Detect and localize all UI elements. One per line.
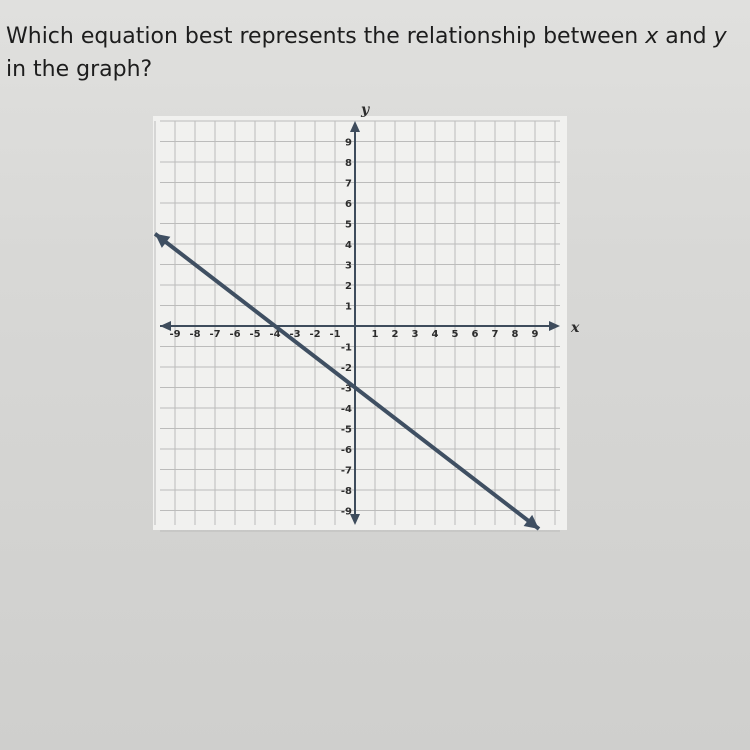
x-tick-label: -8 [189, 329, 201, 340]
x-tick-label: -3 [289, 329, 301, 340]
y-axis-label: y [361, 102, 370, 118]
x-tick-label: 4 [431, 329, 439, 340]
y-tick-label: 5 [345, 219, 352, 231]
x-tick-label: -6 [229, 329, 241, 340]
y-tick-label: -9 [340, 506, 352, 518]
x-tick-label: 6 [471, 329, 479, 340]
x-tick-label: -5 [249, 329, 261, 340]
x-tick-label: 3 [411, 329, 419, 340]
x-tick-label: 8 [511, 329, 519, 340]
y-tick-label: 2 [345, 281, 352, 292]
variable-x: x [645, 24, 659, 49]
y-tick-label: -8 [340, 486, 352, 497]
y-tick-label: 1 [345, 301, 352, 313]
x-axis-label: x [571, 320, 580, 336]
x-tick-label: -2 [309, 329, 321, 340]
x-tick-label: -4 [269, 329, 281, 340]
y-tick-label: 7 [345, 178, 352, 190]
x-tick-label: 7 [491, 329, 499, 340]
y-tick-label: -6 [340, 445, 352, 456]
y-tick-label: 9 [345, 137, 352, 149]
x-tick-label: 1 [371, 329, 379, 340]
y-tick-label: 4 [345, 240, 352, 251]
y-tick-label: -5 [340, 424, 352, 436]
x-tick-label: 9 [531, 329, 539, 340]
x-tick-label: -7 [209, 329, 221, 340]
y-tick-label: -7 [340, 465, 352, 477]
x-tick-label: -9 [169, 329, 181, 340]
x-tick-label: -1 [329, 329, 341, 340]
y-tick-label: 3 [345, 260, 352, 272]
x-tick-label: 2 [391, 329, 399, 340]
variable-y: y [713, 24, 727, 49]
question-part-2: and [658, 24, 714, 49]
question-part-1: Which equation best represents the relationship between [6, 24, 646, 49]
x-tick-label: 5 [451, 329, 459, 340]
y-tick-label: 6 [345, 199, 352, 210]
y-tick-label: -4 [340, 404, 352, 415]
y-tick-label: -2 [340, 363, 352, 374]
question-part-3: in the graph? [6, 57, 153, 82]
y-tick-label: -3 [340, 383, 352, 395]
y-tick-label: -1 [340, 342, 352, 354]
y-tick-label: 8 [345, 158, 352, 169]
